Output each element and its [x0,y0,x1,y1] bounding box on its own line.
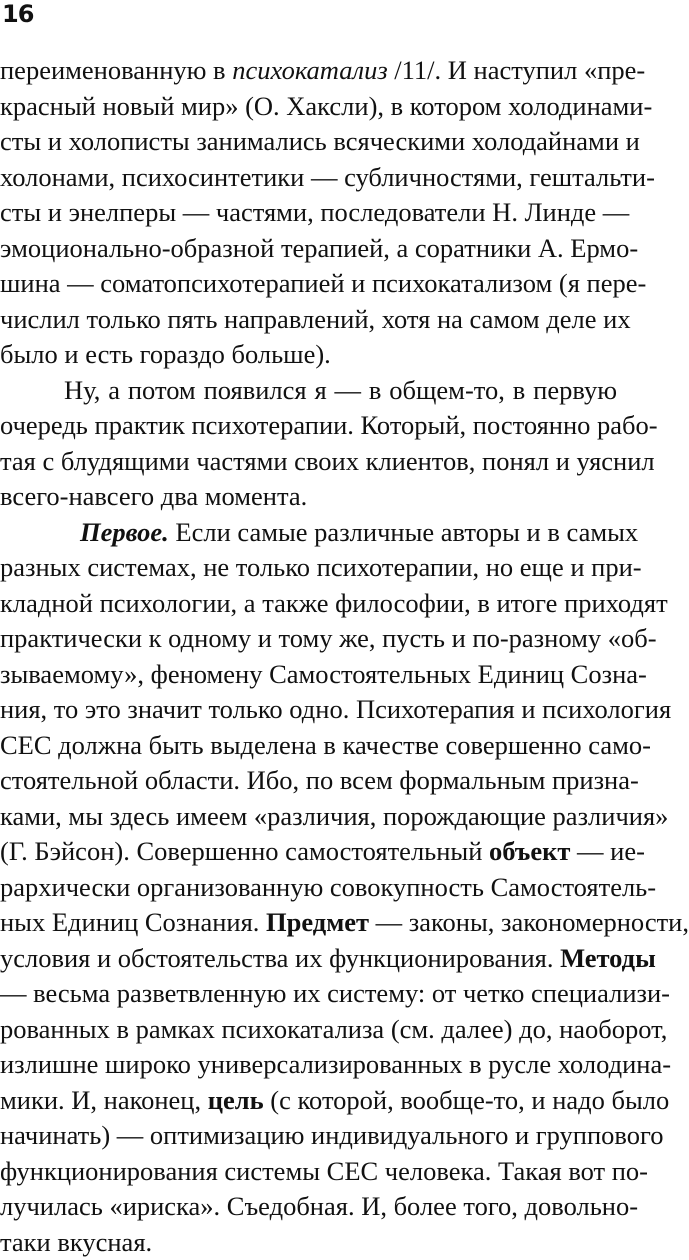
text-run: шина — соматопсихотерапией и психокатализом (я пере- [0,268,646,298]
text-run: СЕС должна быть выделена в качестве совершенно само- [0,730,651,760]
text-run: разных системах, не только психотерапии, но еще и при- [0,552,642,582]
text-line [0,657,620,693]
bold-term: цель [208,1085,264,1115]
text-line [0,941,620,977]
text-run: условия и обстоятельства их функционирования. [0,943,560,973]
text-run: функционирования системы СЕС человека. Такая вот по- [0,1156,648,1186]
text-line [0,373,620,409]
text-line [0,1012,620,1048]
text-line [0,337,620,373]
italic-term: психокатализ [232,55,387,85]
text-line [0,586,620,622]
text-run: холонами, психосинтетики — субличностями, гештальти- [0,162,655,192]
text-run: сты и холописты занимались всяческими холодайнами и [0,126,640,156]
text-run: Если самые различные авторы и в самых [169,517,638,547]
text-run: рованных в рамках психокатализа (см. далее) до, наоборот, [0,1014,667,1044]
text-line [0,195,620,231]
text-line [0,870,620,906]
text-run: очередь практик психотерапии. Который, постоянно рабо- [0,410,658,440]
text-line [0,621,620,657]
text-line [0,266,620,302]
text-run: излишне широко универсализированных в русле холодина- [0,1049,671,1079]
text-line [0,515,620,551]
text-run: лучилась «ириска». Съедобная. И, более того, довольно- [0,1191,638,1221]
text-line [0,1225,620,1260]
text-run: сты и энелперы — частями, последователи Н. Линде — [0,197,629,227]
text-run: — законы, закономерности, [369,907,689,937]
text-line [0,1154,620,1190]
text-line [0,728,620,764]
bold-italic-heading: Первое. [80,517,169,547]
text-run: практически к одному и тому же, пусть и по-разному «об- [0,623,657,653]
text-line [0,1083,620,1119]
bold-term: Методы [560,943,656,973]
text-run: ных Единиц Сознания. [0,907,266,937]
text-run: Ну, а потом появился я — в общем-то, в первую [64,375,617,405]
text-line [0,1189,620,1225]
text-line [0,799,620,835]
text-line [0,1047,620,1083]
text-run: таки вкусная. [0,1227,152,1257]
text-run: мики. И, наконец, [0,1085,208,1115]
text-line [0,444,620,480]
bold-term: объект [489,836,570,866]
text-line [0,53,620,89]
text-line [0,124,620,160]
text-run: стоятельной области. Ибо, по всем формальным призна- [0,765,639,795]
text-line [0,302,620,338]
text-run: — весьма разветвленную их систему: от четко специализи- [0,978,670,1008]
text-run: (с которой, вообще-то, и надо было [264,1085,670,1115]
text-run: ния, то это значит только одно. Психотерапия и психология [0,694,671,724]
text-run: красный новый мир» (О. Хаксли), в котором холодинами- [0,91,652,121]
text-run: эмоционально-образной терапией, а соратники А. Ермо- [0,233,638,263]
text-line [0,479,620,515]
text-run: начинать) — оптимизацию индивидуального и группового [0,1120,663,1150]
text-run: кладной психологии, а также философии, в итоге приходят [0,588,668,618]
text-line [0,160,620,196]
text-run: зываемому», феномену Самостоятельных Единиц Созна- [0,659,647,689]
text-run: (Г. Бэйсон). Совершенно самостоятельный [0,836,489,866]
text-line [0,834,620,870]
text-run: тая с блудящими частями своих клиентов, понял и уяснил [0,446,655,476]
text-run: /11/. И наступил «пре- [388,55,646,85]
text-line [0,692,620,728]
text-run: всего-навсего два момента. [0,481,307,511]
body-text [0,53,620,1260]
text-run: ками, мы здесь имеем «различия, порождающие различия» [0,801,668,831]
text-run: — ие- [570,836,645,866]
page-number: 16 [2,0,33,28]
text-run: было и есть гораздо больше). [0,339,331,369]
text-line [0,1118,620,1154]
text-line [0,763,620,799]
text-line [0,976,620,1012]
bold-term: Предмет [266,907,369,937]
text-line [0,89,620,125]
text-line [0,905,620,941]
text-run: рархически организованную совокупность Самостоятель- [0,872,656,902]
text-line [0,231,620,267]
text-run: числил только пять направлений, хотя на самом деле их [0,304,631,334]
text-line [0,550,620,586]
text-line [0,408,620,444]
text-run: переименованную в [0,55,232,85]
